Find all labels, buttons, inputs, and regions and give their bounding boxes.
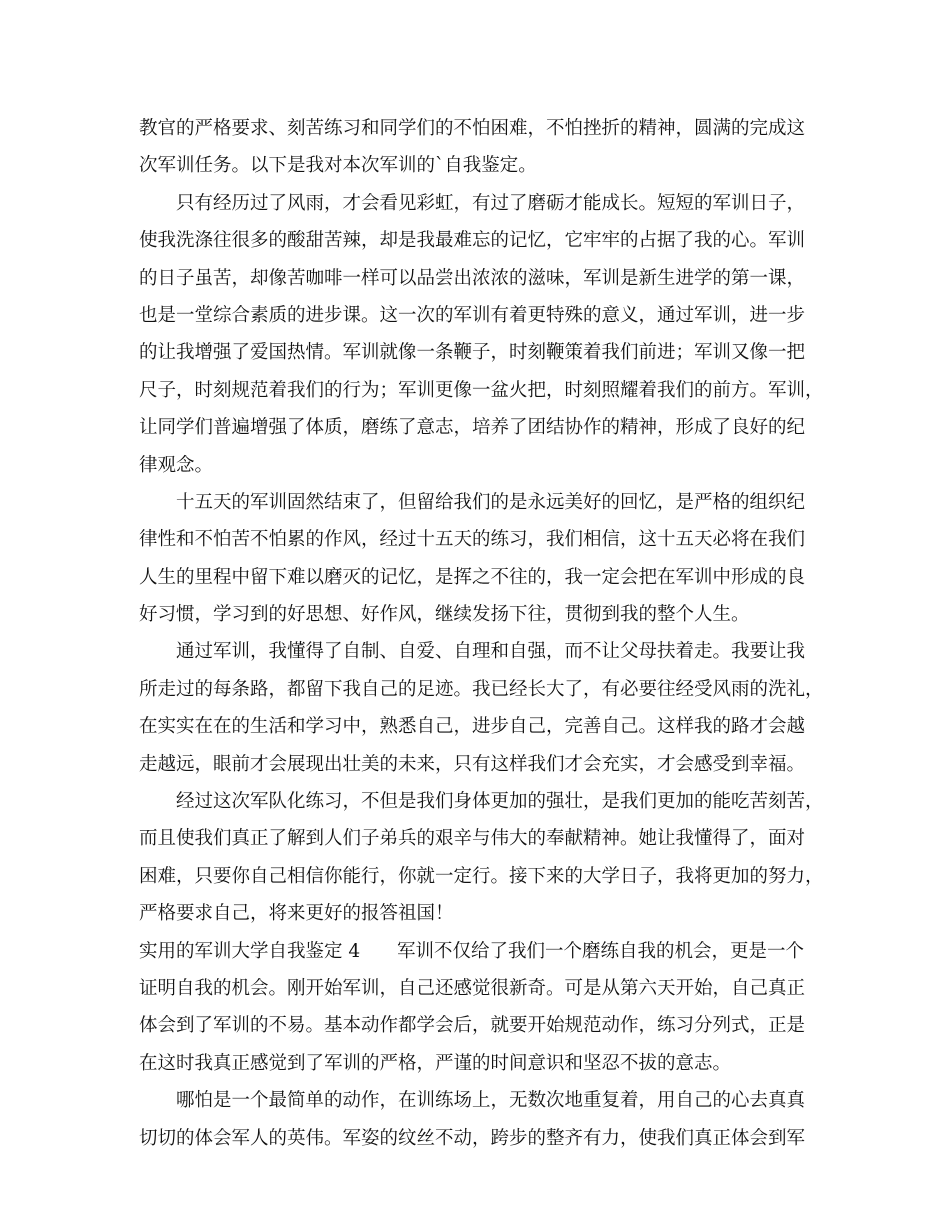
- paragraph-start-line: 通过军训，我懂得了自制、自爱、自理和自强，而不让父母扶着走。我要让我: [176, 641, 806, 663]
- text-line: 尺子，时刻规范着我们的行为；军训更像一盆火把，时刻照耀着我们的前方。军训，: [139, 379, 824, 401]
- paragraph-start-line: 哪怕是一个最简单的动作，在训练场上，无数次地重复着，用自己的心去真真: [176, 1090, 806, 1112]
- text-line: 也是一堂综合素质的进步课。这一次的军训有着更特殊的意义，通过军训，进一步: [139, 304, 806, 326]
- paragraph-start-line: 只有经历过了风雨，才会看见彩虹，有过了磨砺才能成长。短短的军训日子，: [176, 192, 806, 214]
- text-line: 切切的体会军人的英伟。军姿的纹丝不动，跨步的整齐有力，使我们真正体会到军: [139, 1127, 806, 1149]
- section-heading: 实用的军训大学自我鉴定 4: [139, 940, 361, 962]
- text-line: 的让我增强了爱国热情。军训就像一条鞭子，时刻鞭策着我们前进；军训又像一把: [139, 342, 806, 364]
- text-line: 次军训任务。以下是我对本次军训的`自我鉴定。: [139, 155, 537, 177]
- text-line: 军训不仅给了我们一个磨练自我的机会，更是一个: [397, 940, 805, 962]
- text-line: 严格要求自己，将来更好的报答祖国！: [139, 903, 454, 925]
- text-line: 走越远，眼前才会展现出壮美的未来，只有这样我们才会充实，才会感受到幸福。: [139, 753, 806, 775]
- text-line: 在这时我真正感觉到了军训的严格，严谨的时间意识和坚忍不拔的意志。: [139, 1052, 732, 1074]
- document-body: [139, 110, 824, 1157]
- text-line: 而且使我们真正了解到人们子弟兵的艰辛与伟大的奉献精神。她让我懂得了，面对: [139, 828, 806, 850]
- text-line: 教官的严格要求、刻苦练习和同学们的不怕困难，不怕挫折的精神，圆满的完成这: [139, 118, 806, 139]
- text-line: 律性和不怕苦不怕累的作风，经过十五天的练习，我们相信，这十五天必将在我们: [139, 529, 806, 551]
- paragraph-start-line: 经过这次军队化练习，不但是我们身体更加的强壮，是我们更加的能吃苦刻苦，: [176, 791, 824, 813]
- text-line: 所走过的每条路，都留下我自己的足迹。我已经长大了，有必要往经受风雨的洗礼，: [139, 678, 824, 700]
- text-line: 的日子虽苦，却像苦咖啡一样可以品尝出浓浓的滋味，军训是新生进学的第一课，: [139, 267, 806, 289]
- paragraph-start-line: 十五天的军训固然结束了，但留给我们的是永远美好的回忆，是严格的组织纪: [176, 491, 806, 513]
- text-line: 体会到了军训的不易。基本动作都学会后，就要开始规范动作，练习分列式，正是: [139, 1015, 806, 1037]
- text-line: 在实实在在的生活和学习中，熟悉自己，进步自己，完善自己。这样我的路才会越: [139, 716, 806, 738]
- text-line: 让同学们普遍增强了体质，磨练了意志，培养了团结协作的精神，形成了良好的纪: [139, 417, 806, 439]
- text-line: 困难，只要你自己相信你能行，你就一定行。接下来的大学日子，我将更加的努力，: [139, 865, 824, 887]
- text-line: 使我洗涤往很多的酸甜苦辣，却是我最难忘的记忆，它牢牢的占据了我的心。军训: [139, 230, 806, 252]
- section-heading-line: [139, 933, 819, 970]
- text-line: 律观念。: [139, 454, 214, 476]
- text-line: 证明自我的机会。刚开始军训，自己还感觉很新奇。可是从第六天开始，自己真正: [139, 977, 806, 999]
- text-line: 好习惯，学习到的好思想、好作风，继续发扬下往，贯彻到我的整个人生。: [139, 604, 750, 626]
- text-line: 人生的里程中留下难以磨灭的记忆，是挥之不往的，我一定会把在军训中形成的良: [139, 566, 806, 588]
